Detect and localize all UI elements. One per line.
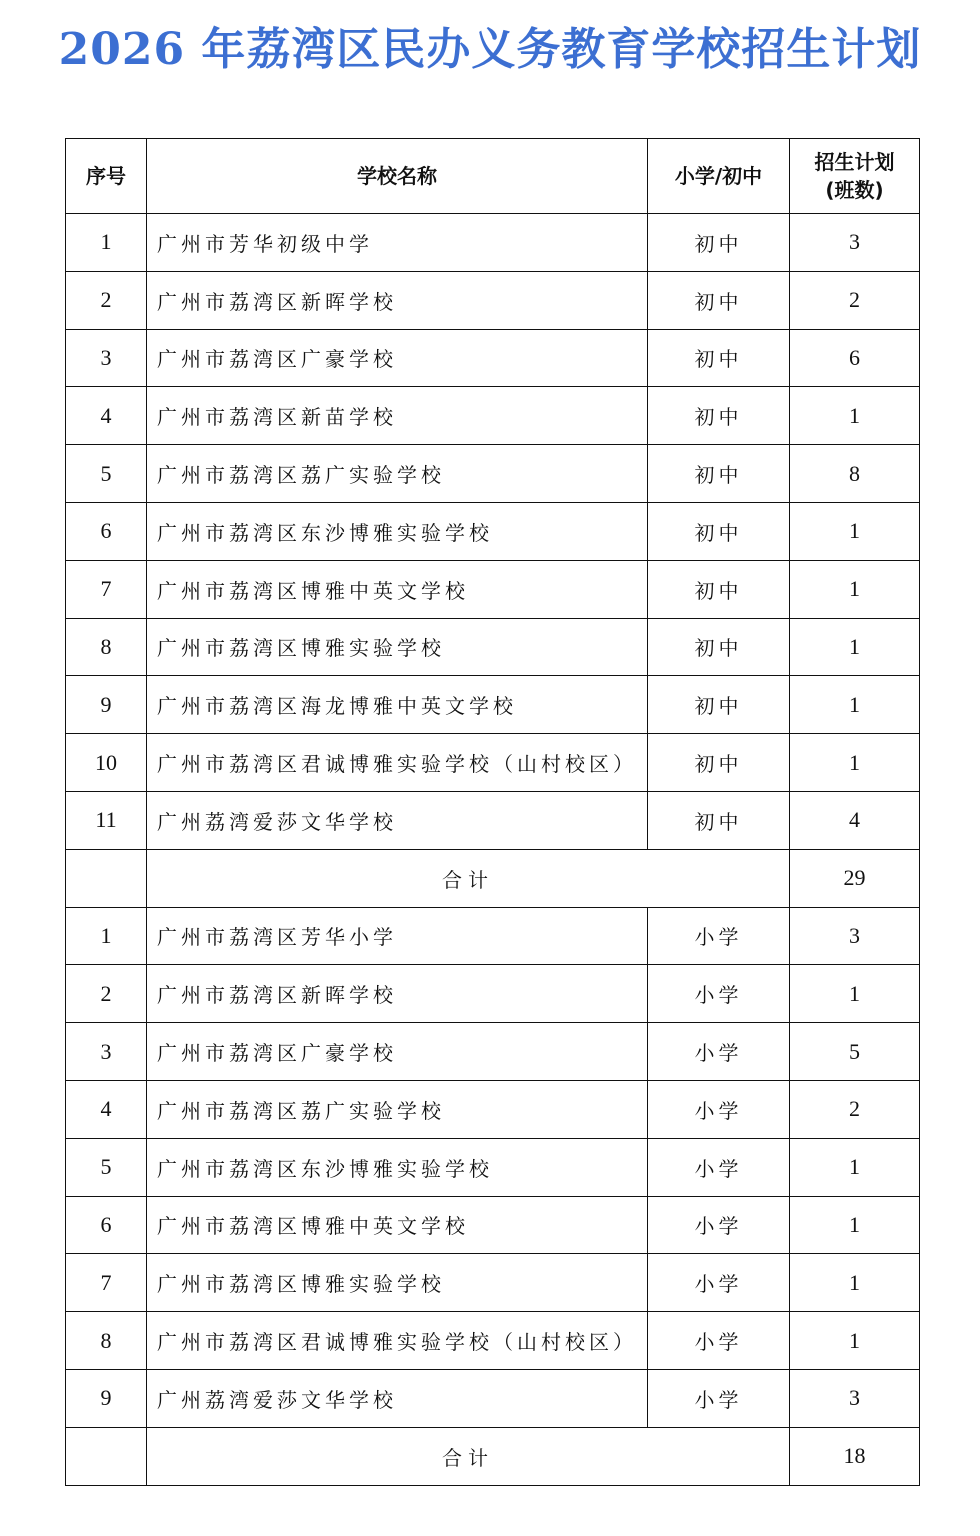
school-level: 初中 — [648, 734, 790, 792]
school-level: 小学 — [648, 965, 790, 1023]
school-name: 广州市芳华初级中学 — [147, 214, 648, 272]
total-value: 18 — [790, 1427, 920, 1485]
header-school: 学校名称 — [147, 139, 648, 214]
school-level: 初中 — [648, 329, 790, 387]
plan-classes: 3 — [790, 907, 920, 965]
plan-classes: 1 — [790, 1254, 920, 1312]
row-index: 4 — [66, 387, 147, 445]
school-name: 广州市荔湾区新晖学校 — [147, 271, 648, 329]
table-row — [66, 445, 920, 503]
plan-classes: 6 — [790, 329, 920, 387]
header-plan-line2: (班数) — [825, 178, 884, 202]
school-level: 小学 — [648, 1080, 790, 1138]
table-row — [66, 387, 920, 445]
plan-classes: 1 — [790, 734, 920, 792]
school-name: 广州荔湾爱莎文华学校 — [147, 791, 648, 849]
school-level: 初中 — [648, 618, 790, 676]
table-row — [66, 502, 920, 560]
table-row — [66, 1138, 920, 1196]
school-name: 广州市荔湾区博雅中英文学校 — [147, 1196, 648, 1254]
school-name: 广州市荔湾区新苗学校 — [147, 387, 648, 445]
row-index: 9 — [66, 1369, 147, 1427]
school-name: 广州市荔湾区荔广实验学校 — [147, 1080, 648, 1138]
plan-classes: 1 — [790, 1312, 920, 1370]
row-index: 8 — [66, 618, 147, 676]
school-level: 初中 — [648, 271, 790, 329]
plan-classes: 1 — [790, 618, 920, 676]
table-row — [66, 907, 920, 965]
school-level: 初中 — [648, 791, 790, 849]
row-index: 4 — [66, 1080, 147, 1138]
row-index: 5 — [66, 1138, 147, 1196]
table-row — [66, 1196, 920, 1254]
table-row — [66, 676, 920, 734]
row-index: 11 — [66, 791, 147, 849]
plan-classes: 1 — [790, 387, 920, 445]
header-plan-line1: 招生计划 — [814, 150, 895, 174]
school-level: 小学 — [648, 907, 790, 965]
table-row — [66, 271, 920, 329]
school-level: 初中 — [648, 387, 790, 445]
school-level: 初中 — [648, 676, 790, 734]
school-name: 广州荔湾爱莎文华学校 — [147, 1369, 648, 1427]
row-index: 7 — [66, 1254, 147, 1312]
table-row — [66, 1369, 920, 1427]
plan-classes: 1 — [790, 1196, 920, 1254]
plan-classes: 3 — [790, 214, 920, 272]
school-name: 广州市荔湾区广豪学校 — [147, 329, 648, 387]
total-row — [66, 849, 920, 907]
table-body — [66, 214, 920, 1486]
school-name: 广州市荔湾区君诚博雅实验学校（山村校区） — [147, 1312, 648, 1370]
plan-classes: 1 — [790, 502, 920, 560]
school-level: 小学 — [648, 1369, 790, 1427]
school-name: 广州市荔湾区广豪学校 — [147, 1023, 648, 1081]
school-name: 广州市荔湾区芳华小学 — [147, 907, 648, 965]
page-title: 2026 年荔湾区民办义务教育学校招生计划 — [58, 24, 922, 75]
school-level: 初中 — [648, 560, 790, 618]
row-index: 2 — [66, 965, 147, 1023]
table-row — [66, 791, 920, 849]
school-level: 初中 — [648, 445, 790, 503]
header-plan — [790, 139, 920, 214]
school-name: 广州市荔湾区新晖学校 — [147, 965, 648, 1023]
row-index: 7 — [66, 560, 147, 618]
plan-classes: 5 — [790, 1023, 920, 1081]
school-level: 小学 — [648, 1023, 790, 1081]
row-index: 3 — [66, 329, 147, 387]
total-row — [66, 1427, 920, 1485]
school-name: 广州市荔湾区博雅中英文学校 — [147, 560, 648, 618]
row-index: 10 — [66, 734, 147, 792]
header-level: 小学/初中 — [648, 139, 790, 214]
row-index: 6 — [66, 1196, 147, 1254]
row-index: 5 — [66, 445, 147, 503]
school-level: 初中 — [648, 214, 790, 272]
row-index: 6 — [66, 502, 147, 560]
table-row — [66, 734, 920, 792]
plan-classes: 3 — [790, 1369, 920, 1427]
plan-classes: 2 — [790, 1080, 920, 1138]
table-row — [66, 560, 920, 618]
row-index: 3 — [66, 1023, 147, 1081]
school-level: 小学 — [648, 1312, 790, 1370]
total-label: 合计 — [147, 849, 790, 907]
total-value: 29 — [790, 849, 920, 907]
school-name: 广州市荔湾区博雅实验学校 — [147, 618, 648, 676]
school-name: 广州市荔湾区东沙博雅实验学校 — [147, 1138, 648, 1196]
table-row — [66, 1023, 920, 1081]
table-row — [66, 214, 920, 272]
school-level: 小学 — [648, 1138, 790, 1196]
row-index: 1 — [66, 214, 147, 272]
plan-classes: 2 — [790, 271, 920, 329]
table-row — [66, 329, 920, 387]
total-index-cell — [66, 1427, 147, 1485]
school-level: 初中 — [648, 502, 790, 560]
header-index: 序号 — [66, 139, 147, 214]
school-name: 广州市荔湾区君诚博雅实验学校（山村校区） — [147, 734, 648, 792]
plan-classes: 1 — [790, 1138, 920, 1196]
table-header-row — [66, 139, 920, 214]
plan-classes: 1 — [790, 965, 920, 1023]
table-row — [66, 1080, 920, 1138]
row-index: 2 — [66, 271, 147, 329]
school-level: 小学 — [648, 1196, 790, 1254]
table-row — [66, 1254, 920, 1312]
row-index: 1 — [66, 907, 147, 965]
total-index-cell — [66, 849, 147, 907]
plan-classes: 1 — [790, 676, 920, 734]
table-row — [66, 1312, 920, 1370]
total-label: 合计 — [147, 1427, 790, 1485]
row-index: 9 — [66, 676, 147, 734]
table-row — [66, 618, 920, 676]
enrollment-table — [65, 138, 920, 1486]
table-row — [66, 965, 920, 1023]
plan-classes: 8 — [790, 445, 920, 503]
school-name: 广州市荔湾区博雅实验学校 — [147, 1254, 648, 1312]
plan-classes: 4 — [790, 791, 920, 849]
school-level: 小学 — [648, 1254, 790, 1312]
school-name: 广州市荔湾区东沙博雅实验学校 — [147, 502, 648, 560]
plan-classes: 1 — [790, 560, 920, 618]
school-name: 广州市荔湾区荔广实验学校 — [147, 445, 648, 503]
school-name: 广州市荔湾区海龙博雅中英文学校 — [147, 676, 648, 734]
row-index: 8 — [66, 1312, 147, 1370]
